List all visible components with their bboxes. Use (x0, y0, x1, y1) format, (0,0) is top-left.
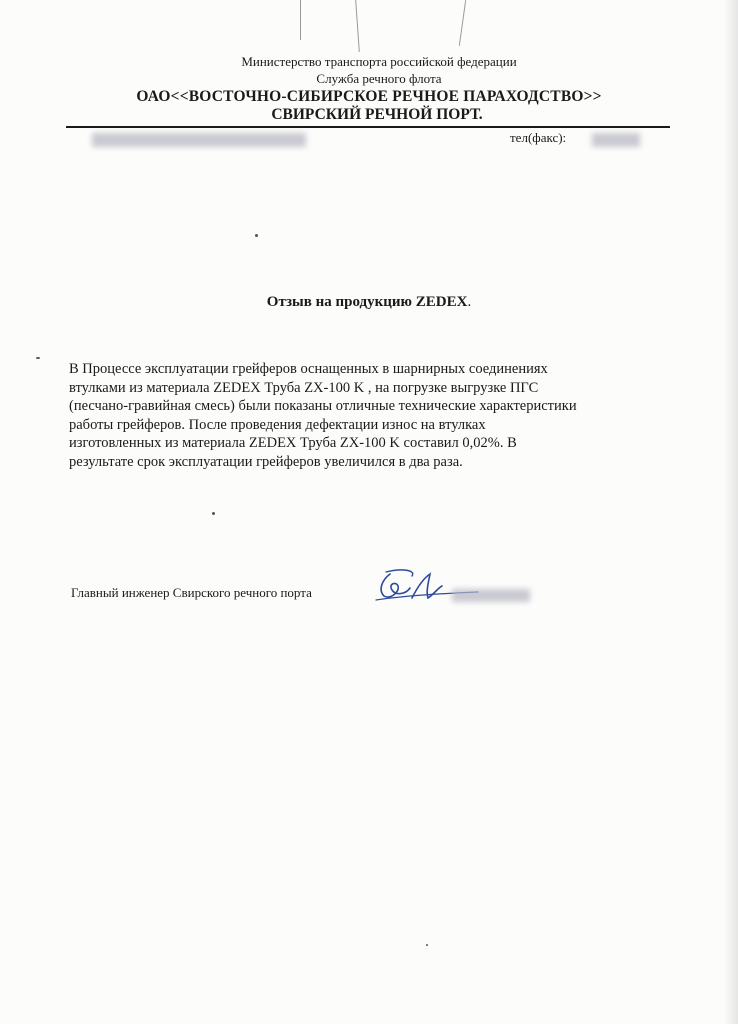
scan-edge-shadow (724, 0, 738, 1024)
document-title (0, 294, 738, 311)
paper-speck (36, 357, 40, 359)
scan-artifact-line (355, 0, 360, 52)
body-line: (песчано-гравийная смесь) были показаны отличные технические характеристики (69, 398, 577, 414)
signatory-position: Главный инженер Свирского речного порта (71, 585, 312, 600)
service-line: Служба речного флота (316, 71, 442, 86)
letterhead-rule (66, 126, 670, 128)
scan-artifact-line (459, 0, 466, 46)
port-name: СВИРСКИЙ РЕЧНОЙ ПОРТ. (271, 106, 483, 123)
paper-speck (255, 234, 258, 237)
redacted-signatory-name (452, 589, 530, 602)
document-body (69, 360, 679, 471)
paper-speck (426, 944, 428, 946)
document-title-text: Отзыв на продукцию ZEDEX (266, 294, 468, 310)
paper-speck (212, 512, 215, 515)
document-title-period: . (467, 294, 472, 310)
body-line: результате срок эксплуатации грейферов увеличился в два раза. (69, 453, 463, 470)
body-line: втулками из материала ZEDEX Труба ZX-100 K , на погрузке выгрузке ПГС (69, 379, 539, 396)
body-line: изготовленных из материала ZEDEX Труба ZX-100 K составил 0,02%. В (69, 435, 517, 451)
company-name: ОАО<<ВОСТОЧНО-СИБИРСКОЕ РЕЧНОЕ ПАРАХОДСТВО>> (136, 88, 602, 105)
body-line: работы грейферов. После проведения дефектации износ на втулках (69, 416, 486, 433)
ministry-line: Министерство транспорта российской федерации (241, 54, 517, 69)
body-line: В Процессе эксплуатации грейферов оснащенных в шарнирных соединениях (69, 361, 548, 377)
scan-artifact-line (300, 0, 301, 40)
redacted-address (92, 133, 306, 147)
redacted-phone (592, 133, 640, 147)
tel-fax-label: тел(факс): (510, 130, 567, 145)
